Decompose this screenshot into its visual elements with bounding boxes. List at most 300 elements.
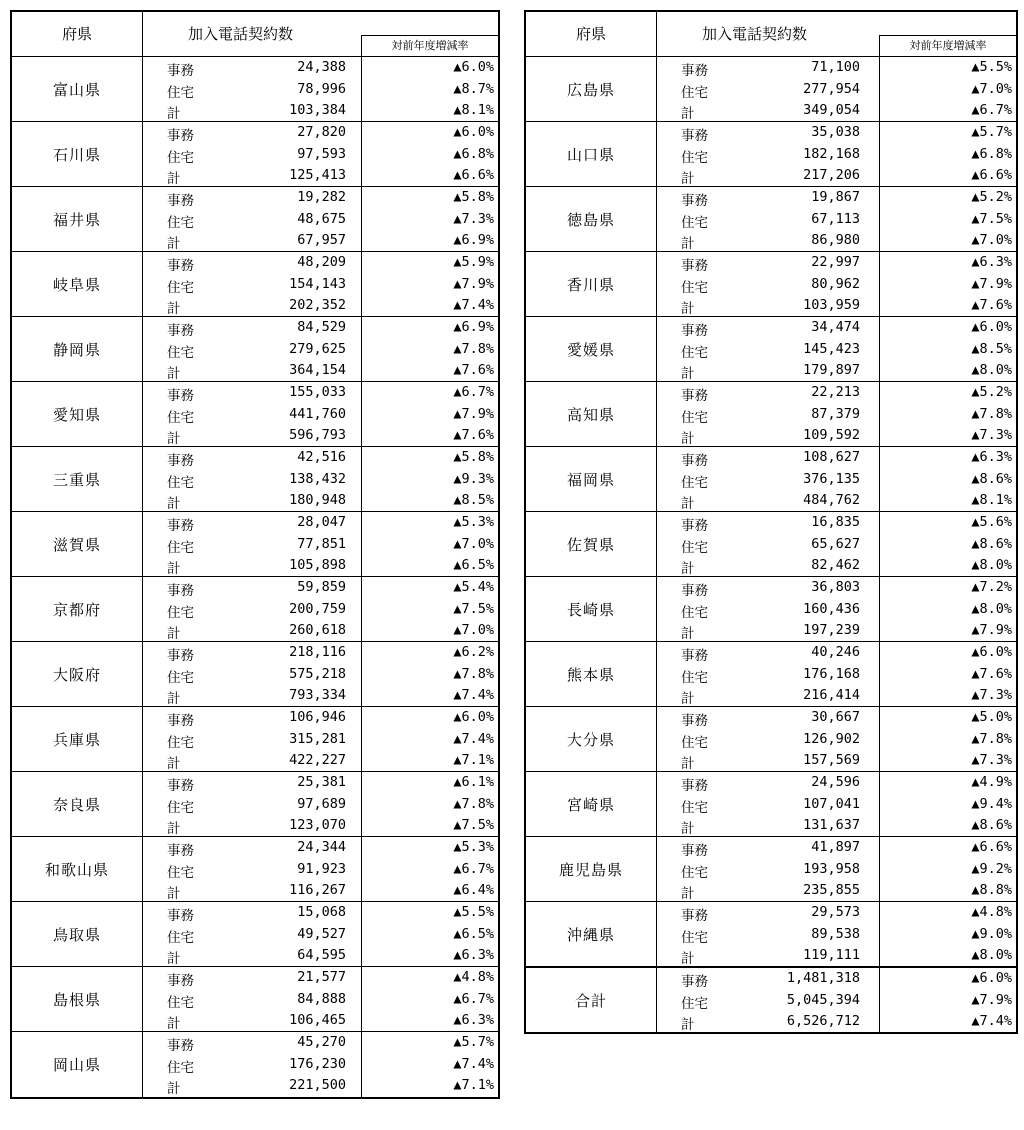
row-type-label: 事務 xyxy=(167,908,194,924)
prefecture-group xyxy=(526,967,1016,1032)
row-type-label: 計 xyxy=(167,431,181,448)
contract-count: 131,637 xyxy=(803,817,860,834)
row-type-label: 事務 xyxy=(167,843,194,859)
contract-count: 84,529 xyxy=(297,319,346,335)
table-row xyxy=(143,100,498,122)
yoy-rate: ▲6.8% xyxy=(971,145,1012,162)
contract-count: 157,569 xyxy=(803,752,860,769)
table-row xyxy=(657,1011,1016,1033)
table-row xyxy=(143,555,498,577)
prefecture-name: 愛媛県 xyxy=(526,317,657,381)
row-type-label: 計 xyxy=(681,561,695,578)
prefecture-name: 福井県 xyxy=(12,187,143,251)
group-rows xyxy=(143,382,498,446)
table-row xyxy=(657,57,1016,79)
group-rows xyxy=(143,772,498,836)
contract-count: 793,334 xyxy=(289,687,346,704)
yoy-rate: ▲6.0% xyxy=(971,970,1012,986)
table-row xyxy=(143,772,498,794)
table-row xyxy=(657,209,1016,231)
prefecture-group xyxy=(526,447,1016,512)
table-row xyxy=(657,794,1016,816)
table-row xyxy=(143,230,498,252)
row-type-label: 事務 xyxy=(167,973,194,989)
prefecture-group xyxy=(12,1032,498,1097)
prefecture-group xyxy=(526,577,1016,642)
group-rows xyxy=(143,57,498,121)
group-rows xyxy=(657,837,1016,901)
yoy-rate: ▲6.5% xyxy=(453,557,494,574)
row-type-label: 住宅 xyxy=(681,84,708,101)
row-type-label: 計 xyxy=(167,1016,181,1033)
prefecture-name: 鳥取県 xyxy=(12,902,143,966)
row-type-label: 計 xyxy=(681,756,695,773)
table-row xyxy=(657,990,1016,1012)
row-type-label: 事務 xyxy=(681,778,708,794)
contract-count: 91,923 xyxy=(297,860,346,877)
table-row xyxy=(143,1032,498,1054)
table-row xyxy=(657,577,1016,599)
yoy-rate: ▲6.7% xyxy=(453,990,494,1007)
row-type-label: 事務 xyxy=(167,518,194,534)
table-row xyxy=(657,274,1016,296)
yoy-rate: ▲5.2% xyxy=(971,189,1012,205)
table-row xyxy=(143,425,498,447)
yoy-rate: ▲6.6% xyxy=(971,167,1012,184)
yoy-rate: ▲5.6% xyxy=(971,514,1012,530)
prefecture-group xyxy=(526,57,1016,122)
table-row xyxy=(657,360,1016,382)
group-rows xyxy=(143,1032,498,1097)
yoy-rate: ▲6.3% xyxy=(453,1012,494,1029)
row-type-label: 事務 xyxy=(681,648,708,664)
group-rows xyxy=(143,252,498,316)
table-row xyxy=(143,729,498,751)
table-row xyxy=(143,447,498,469)
prefecture-group xyxy=(526,512,1016,577)
row-type-label: 事務 xyxy=(681,518,708,534)
table-row xyxy=(143,880,498,902)
yoy-rate: ▲8.1% xyxy=(453,102,494,119)
row-type-label: 住宅 xyxy=(681,669,708,686)
group-rows xyxy=(657,122,1016,186)
table-row xyxy=(143,252,498,274)
contract-count: 277,954 xyxy=(803,80,860,97)
contract-count: 200,759 xyxy=(289,600,346,617)
row-type-label: 住宅 xyxy=(167,994,194,1011)
table-row xyxy=(143,490,498,512)
prefecture-group xyxy=(12,577,498,642)
group-rows xyxy=(143,317,498,381)
yoy-rate: ▲4.9% xyxy=(971,774,1012,790)
yoy-rate: ▲7.1% xyxy=(453,1077,494,1094)
row-type-label: 住宅 xyxy=(167,344,194,361)
contract-count: 125,413 xyxy=(289,167,346,184)
contract-count: 279,625 xyxy=(289,340,346,357)
contract-count: 154,143 xyxy=(289,275,346,292)
row-type-label: 事務 xyxy=(681,974,708,990)
table-row xyxy=(143,209,498,231)
group-rows xyxy=(143,577,498,641)
contract-count: 116,267 xyxy=(289,882,346,899)
row-type-label: 計 xyxy=(167,301,181,318)
yoy-rate: ▲7.2% xyxy=(971,579,1012,595)
contract-count: 155,033 xyxy=(289,384,346,400)
yoy-rate: ▲5.5% xyxy=(971,59,1012,75)
group-rows xyxy=(143,837,498,901)
prefecture-group xyxy=(526,187,1016,252)
table-row xyxy=(143,837,498,859)
prefecture-group xyxy=(12,122,498,187)
prefecture-name: 沖縄県 xyxy=(526,902,657,966)
yoy-rate: ▲8.5% xyxy=(971,340,1012,357)
row-type-label: 事務 xyxy=(167,258,194,274)
prefecture-name: 合計 xyxy=(526,968,657,1032)
row-type-label: 計 xyxy=(681,366,695,383)
row-type-label: 住宅 xyxy=(681,279,708,296)
table-row xyxy=(657,317,1016,339)
prefecture-group xyxy=(526,642,1016,707)
prefecture-group xyxy=(12,837,498,902)
yoy-rate: ▲7.9% xyxy=(971,991,1012,1008)
table-row xyxy=(143,404,498,426)
contract-count: 67,957 xyxy=(297,232,346,249)
yoy-rate: ▲8.6% xyxy=(971,817,1012,834)
table-header xyxy=(526,12,1016,57)
row-type-label: 計 xyxy=(681,821,695,838)
contract-count: 6,526,712 xyxy=(786,1013,860,1030)
row-type-label: 計 xyxy=(681,1017,695,1034)
yoy-rate: ▲6.6% xyxy=(971,839,1012,855)
prefecture-group xyxy=(12,447,498,512)
yoy-rate: ▲7.6% xyxy=(971,297,1012,314)
table-row xyxy=(143,1054,498,1076)
table-row xyxy=(143,187,498,209)
table-row xyxy=(657,837,1016,859)
prefecture-name: 兵庫県 xyxy=(12,707,143,771)
yoy-rate: ▲5.7% xyxy=(971,124,1012,140)
yoy-rate: ▲6.3% xyxy=(971,449,1012,465)
yoy-rate: ▲6.6% xyxy=(453,167,494,184)
yoy-rate: ▲7.9% xyxy=(453,275,494,292)
yoy-rate: ▲8.0% xyxy=(971,557,1012,574)
prefecture-group xyxy=(12,57,498,122)
contract-count: 179,897 xyxy=(803,362,860,379)
prefecture-group xyxy=(12,967,498,1032)
contract-count: 315,281 xyxy=(289,730,346,747)
row-type-label: 事務 xyxy=(167,323,194,339)
yoy-rate: ▲6.0% xyxy=(453,709,494,725)
contract-count: 596,793 xyxy=(289,427,346,444)
yoy-rate: ▲5.8% xyxy=(453,449,494,465)
row-type-label: 事務 xyxy=(681,908,708,924)
yoy-rate: ▲7.6% xyxy=(453,427,494,444)
row-type-label: 住宅 xyxy=(167,279,194,296)
row-type-label: 住宅 xyxy=(681,864,708,881)
contract-count: 182,168 xyxy=(803,145,860,162)
contract-count: 193,958 xyxy=(803,860,860,877)
table-row xyxy=(657,252,1016,274)
contract-count: 138,432 xyxy=(289,470,346,487)
group-rows xyxy=(143,447,498,511)
yoy-rate: ▲7.5% xyxy=(971,210,1012,227)
table-row xyxy=(143,664,498,686)
yoy-rate: ▲7.9% xyxy=(971,275,1012,292)
contract-count: 89,538 xyxy=(811,925,860,942)
table-row xyxy=(657,469,1016,491)
yoy-rate: ▲5.7% xyxy=(453,1034,494,1050)
row-type-label: 住宅 xyxy=(681,929,708,946)
table-row xyxy=(657,859,1016,881)
row-type-label: 住宅 xyxy=(167,864,194,881)
contract-count: 80,962 xyxy=(811,275,860,292)
contract-count: 86,980 xyxy=(811,232,860,249)
group-rows xyxy=(657,57,1016,121)
group-rows xyxy=(657,642,1016,706)
table-row xyxy=(657,425,1016,447)
yoy-rate: ▲8.6% xyxy=(971,535,1012,552)
table-row xyxy=(657,295,1016,317)
prefecture-group xyxy=(526,382,1016,447)
group-rows xyxy=(657,447,1016,511)
table-row xyxy=(657,880,1016,902)
row-type-label: 住宅 xyxy=(167,84,194,101)
row-type-label: 計 xyxy=(167,821,181,838)
table-row xyxy=(657,729,1016,751)
yoy-rate: ▲5.2% xyxy=(971,384,1012,400)
row-type-label: 事務 xyxy=(681,713,708,729)
yoy-rate: ▲7.1% xyxy=(453,752,494,769)
contract-count: 49,527 xyxy=(297,925,346,942)
yoy-rate: ▲6.2% xyxy=(453,644,494,660)
contract-count: 97,593 xyxy=(297,145,346,162)
row-type-label: 計 xyxy=(167,236,181,253)
group-rows xyxy=(143,967,498,1031)
header-contracts: 加入電話契約数 xyxy=(187,25,293,43)
table-row xyxy=(143,534,498,556)
contract-count: 30,667 xyxy=(811,709,860,725)
prefecture-name: 福岡県 xyxy=(526,447,657,511)
table-row xyxy=(143,859,498,881)
group-rows xyxy=(143,707,498,771)
table-row xyxy=(657,187,1016,209)
contract-count: 71,100 xyxy=(811,59,860,75)
contract-count: 59,859 xyxy=(297,579,346,595)
yoy-rate: ▲7.4% xyxy=(453,687,494,704)
prefecture-name: 大分県 xyxy=(526,707,657,771)
table-row xyxy=(657,404,1016,426)
contract-count: 25,381 xyxy=(297,774,346,790)
row-type-label: 計 xyxy=(167,756,181,773)
table-row xyxy=(143,577,498,599)
prefecture-group xyxy=(12,187,498,252)
row-type-label: 事務 xyxy=(167,583,194,599)
contract-count: 109,592 xyxy=(803,427,860,444)
table-row xyxy=(657,490,1016,512)
row-type-label: 計 xyxy=(167,171,181,188)
contract-count: 67,113 xyxy=(811,210,860,227)
yoy-rate: ▲7.3% xyxy=(971,687,1012,704)
prefecture-group xyxy=(526,252,1016,317)
yoy-rate: ▲7.8% xyxy=(453,340,494,357)
table-row xyxy=(657,100,1016,122)
yoy-rate: ▲8.0% xyxy=(971,362,1012,379)
group-rows xyxy=(143,122,498,186)
row-type-label: 事務 xyxy=(681,63,708,79)
table-row xyxy=(143,620,498,642)
prefecture-group xyxy=(12,512,498,577)
table-row xyxy=(657,642,1016,664)
contract-count: 218,116 xyxy=(289,644,346,660)
prefecture-name: 三重県 xyxy=(12,447,143,511)
prefecture-name: 宮崎県 xyxy=(526,772,657,836)
prefecture-group xyxy=(12,382,498,447)
contract-count: 42,516 xyxy=(297,449,346,465)
contract-count: 21,577 xyxy=(297,969,346,985)
yoy-rate: ▲7.9% xyxy=(453,405,494,422)
row-type-label: 計 xyxy=(681,106,695,123)
yoy-rate: ▲8.5% xyxy=(453,492,494,509)
prefecture-group xyxy=(526,772,1016,837)
yoy-rate: ▲8.0% xyxy=(971,947,1012,964)
prefecture-group xyxy=(12,252,498,317)
table-row xyxy=(657,772,1016,794)
prefecture-group xyxy=(526,317,1016,382)
contract-count: 260,618 xyxy=(289,622,346,639)
contract-count: 160,436 xyxy=(803,600,860,617)
prefecture-name: 岡山県 xyxy=(12,1032,143,1097)
row-type-label: 計 xyxy=(167,626,181,643)
yoy-rate: ▲7.9% xyxy=(971,622,1012,639)
prefecture-group xyxy=(12,707,498,772)
group-rows xyxy=(657,577,1016,641)
yoy-rate: ▲6.7% xyxy=(453,384,494,400)
contract-count: 376,135 xyxy=(803,470,860,487)
row-type-label: 事務 xyxy=(681,193,708,209)
yoy-rate: ▲5.3% xyxy=(453,839,494,855)
prefecture-group xyxy=(526,902,1016,967)
contract-count: 36,803 xyxy=(811,579,860,595)
row-type-label: 住宅 xyxy=(681,734,708,751)
yoy-rate: ▲8.1% xyxy=(971,492,1012,509)
prefecture-name: 長崎県 xyxy=(526,577,657,641)
prefecture-name: 和歌山県 xyxy=(12,837,143,901)
group-rows xyxy=(657,512,1016,576)
table-row xyxy=(657,79,1016,101)
group-rows xyxy=(143,642,498,706)
table-row xyxy=(657,534,1016,556)
yoy-rate: ▲7.4% xyxy=(453,297,494,314)
contract-count: 349,054 xyxy=(803,102,860,119)
table-row xyxy=(657,945,1016,967)
yoy-rate: ▲6.4% xyxy=(453,882,494,899)
contract-count: 77,851 xyxy=(297,535,346,552)
row-type-label: 住宅 xyxy=(681,539,708,556)
row-type-label: 住宅 xyxy=(167,214,194,231)
contract-count: 64,595 xyxy=(297,947,346,964)
row-type-label: 事務 xyxy=(167,648,194,664)
prefecture-name: 広島県 xyxy=(526,57,657,121)
table-row xyxy=(657,599,1016,621)
table-row xyxy=(143,57,498,79)
yoy-rate: ▲8.7% xyxy=(453,80,494,97)
row-type-label: 事務 xyxy=(167,63,194,79)
table-body xyxy=(526,57,1016,1032)
contract-count: 364,154 xyxy=(289,362,346,379)
yoy-rate: ▲8.0% xyxy=(971,600,1012,617)
row-type-label: 計 xyxy=(681,951,695,968)
contract-count: 217,206 xyxy=(803,167,860,184)
table-row xyxy=(143,79,498,101)
prefecture-name: 鹿児島県 xyxy=(526,837,657,901)
yoy-rate: ▲7.0% xyxy=(971,232,1012,249)
contract-count: 65,627 xyxy=(811,535,860,552)
row-type-label: 住宅 xyxy=(681,149,708,166)
contract-count: 221,500 xyxy=(289,1077,346,1094)
contract-count: 103,384 xyxy=(289,102,346,119)
yoy-rate: ▲6.7% xyxy=(453,860,494,877)
contract-count: 484,762 xyxy=(803,492,860,509)
row-type-label: 事務 xyxy=(167,388,194,404)
contract-count: 197,239 xyxy=(803,622,860,639)
yoy-rate: ▲6.0% xyxy=(971,319,1012,335)
table-row xyxy=(657,447,1016,469)
table-row xyxy=(657,620,1016,642)
prefecture-name: 滋賀県 xyxy=(12,512,143,576)
yoy-rate: ▲7.0% xyxy=(453,622,494,639)
row-type-label: 住宅 xyxy=(167,669,194,686)
table-row xyxy=(657,685,1016,707)
yoy-rate: ▲5.3% xyxy=(453,514,494,530)
row-type-label: 事務 xyxy=(681,453,708,469)
yoy-rate: ▲7.6% xyxy=(453,362,494,379)
group-rows xyxy=(143,512,498,576)
row-type-label: 住宅 xyxy=(167,799,194,816)
contract-count: 40,246 xyxy=(811,644,860,660)
table-row xyxy=(143,750,498,772)
contract-count: 22,997 xyxy=(811,254,860,270)
yoy-rate: ▲7.3% xyxy=(453,210,494,227)
row-type-label: 計 xyxy=(681,691,695,708)
yoy-rate: ▲9.2% xyxy=(971,860,1012,877)
yoy-rate: ▲7.5% xyxy=(453,600,494,617)
table-row xyxy=(143,339,498,361)
table-row xyxy=(143,295,498,317)
contract-count: 15,068 xyxy=(297,904,346,920)
yoy-rate: ▲8.8% xyxy=(971,882,1012,899)
prefecture-name: 京都府 xyxy=(12,577,143,641)
contract-count: 216,414 xyxy=(803,687,860,704)
yoy-rate: ▲6.7% xyxy=(971,102,1012,119)
yoy-rate: ▲9.0% xyxy=(971,925,1012,942)
table-row xyxy=(657,815,1016,837)
row-type-label: 事務 xyxy=(167,713,194,729)
row-type-label: 住宅 xyxy=(167,604,194,621)
table-row xyxy=(657,750,1016,772)
yoy-rate: ▲7.3% xyxy=(971,427,1012,444)
prefecture-name: 香川県 xyxy=(526,252,657,316)
prefecture-name: 奈良県 xyxy=(12,772,143,836)
table-row xyxy=(143,685,498,707)
yoy-rate: ▲6.8% xyxy=(453,145,494,162)
row-type-label: 住宅 xyxy=(167,1059,194,1076)
table-header xyxy=(12,12,498,57)
yoy-rate: ▲7.4% xyxy=(453,1055,494,1072)
contract-count: 87,379 xyxy=(811,405,860,422)
table-row xyxy=(657,902,1016,924)
row-type-label: 住宅 xyxy=(167,474,194,491)
contract-count: 123,070 xyxy=(289,817,346,834)
